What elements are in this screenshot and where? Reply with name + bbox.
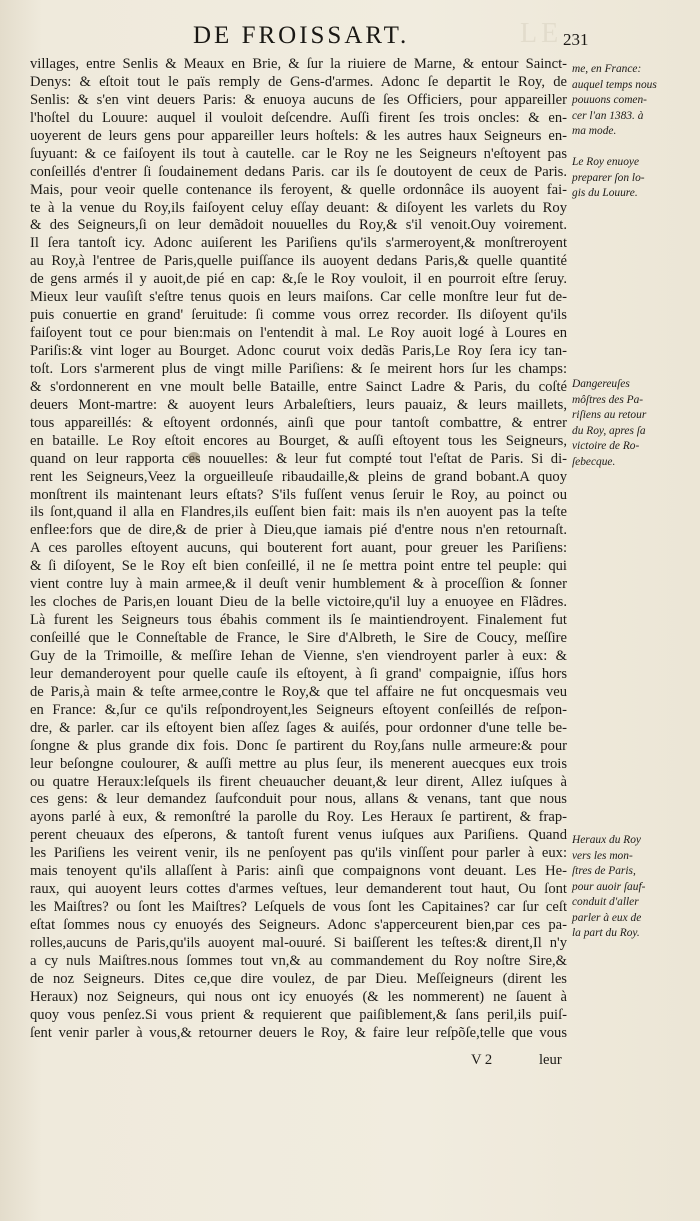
text-line: & s'ordonnerent en vne moult belle Bataille, entre Sainct Ladre & Paris, du coſté: [30, 378, 567, 395]
text-line: ſongne & plus grande dix fois. Donc ſe partirent du Roy,ſans nulle armeure:& pour: [30, 737, 567, 754]
marginal-note-line: gis du Louure.: [572, 187, 638, 199]
text-line: ayons parlé à eux, & remonſtré la parolle du Roy. Les Heraux ſe partirent, & frap-: [30, 809, 567, 826]
text-line: uoyerent de leurs gens pour appareiller leurs hoſtels: & les autres haux Seigneurs en-: [30, 127, 567, 144]
text-line: enflee:fors que de dire,& de prier à Dieu,que iamais pié d'entre nous n'en retournaſt.: [30, 522, 567, 539]
text-line: leur beſongne coulourer, & auſſi mettre au plus ſeur, ils menerent auecques eux trois: [30, 755, 567, 772]
text-line: puis conuertie en grand' ſeruitude: ſi comme vous orrez recorder. Ils diſoyent qu'ils: [30, 307, 567, 324]
marginal-note-line: ſtres de Paris,: [572, 865, 636, 877]
text-line: tous appareillés: & eſtoyent ordonnés, ainſi que pour tantoſt combattre, & entrer: [30, 414, 567, 431]
text-line: Mais, pour veoir quelle contenance ils feroyent, & quelle ordonnâce ils auoyent fai-: [30, 181, 567, 198]
marginal-note-line: victoire de Ro-: [572, 440, 640, 452]
marginal-note-line: preparer ſon lo-: [572, 171, 645, 184]
text-line: les cloches de Paris,en louant Dieu de la belle victoire,qu'il luy a enuoyee en Flãdres.: [30, 594, 567, 611]
text-line: te à la venue du Roy,ils faiſoyent celuy eſſay deuant: & diſoyent les varlets du Roy: [30, 199, 567, 216]
text-line: conſeillé que le Conneſtable de France, le Sire d'Albreth, le Sire de Coucy, meſſire: [30, 630, 567, 646]
text-line: villages, entre Senlis & Meaux en Brie, & ſur la riuiere de Marne, & entour Sainct-: [30, 56, 567, 72]
text-line: toſt. Lors s'armerent plus de vingt mille Pariſiens: & ſe meirent hors ſur les champs:: [30, 360, 567, 377]
marginal-note-line: la part du Roy.: [572, 927, 640, 939]
text-line: Guy de la Trimoille, & meſſire Iehan de Vienne, s'en viendroyent parler à eux: &: [30, 647, 567, 664]
text-line: & ſi diſoyent, Se le Roy eſt bien conſeillé, il ne ſe mettra point entre tel peuple: qui: [30, 558, 567, 575]
text-line: conſeillés d'entrer ſi ſoudainement dedans Paris. car ils ſe doutoyent de ceux de Paris.: [30, 163, 567, 180]
text-line: de noz Seigneurs. Dites ce,que dire voulez, de par Dieu. Meſſeigneurs (dirent les: [30, 970, 567, 987]
page-number: 231: [563, 30, 589, 49]
text-line: eſtat ſommes nous cy enuoyés des Seigneurs. Adonc s'apperceurent bien,par ces pa-: [30, 917, 567, 933]
marginal-note: [572, 377, 690, 470]
text-line: Pariſis:& vint loger au Bourget. Adonc courut voix dedãs Paris,Le Roy ſera icy tan-: [30, 343, 567, 359]
text-line: Heraux) noz Seigneurs, qui nous ont icy enuoyés (& les nommerent) ne ſauent à: [30, 988, 567, 1005]
text-line: vient contre luy à main armee,& il deuſt venir humblement & à proceſſion & ſonner: [30, 576, 567, 593]
text-line: l'hoſtel du Louure: auquel il vouloit deſcendre. Auſſi firent ſes trois oncles: & en-: [30, 109, 567, 126]
text-line: ſent venir parler à vous,& retourner deuers le Roy, & faire leur reſpõſe,telle que vous: [30, 1024, 567, 1041]
page-footer: [30, 1052, 567, 1070]
text-line: en France: &,ſur ce qu'ils reſpondroyent,les Seigneurs eſtoyent conſeillés de reſpon-: [30, 701, 567, 718]
text-line: Il ſera tantoſt icy. Adonc auiſerent les Pariſiens qu'ils s'armeroyent,& monſtreroyent: [30, 235, 567, 252]
marginal-note-line: me, en France:: [572, 63, 642, 75]
text-line: ces gens: & leur demandez ſaufconduit pour nous, allans & venans, tant que nous: [30, 791, 567, 808]
text-line: Denys: & eſtoit tout le païs remply de Gens-d'armes. Adonc ſe departit le Roy, de: [30, 73, 567, 90]
text-line: deuers Mont-martre: & auoyent leurs Arbaleſtiers, leurs pauaiz, & leurs maillets,: [30, 396, 567, 413]
text-line: monſtrent ils maintenant leurs eſtats? S'ils fuſſent venus ſeruir le Roy, au poinct ou: [30, 486, 567, 503]
catchword: leur: [539, 1052, 562, 1068]
text-line: & des Seigneurs,ſi on leur demãdoit nouuelles du Roy,& s'il venoit.Ouy voirement.: [30, 217, 567, 234]
text-line: Mieux leur vauſiſt s'eſtre tenus quois en leurs maiſons. Car celle monſtre leur fut de-: [30, 289, 567, 306]
text-line: leur demanderoyent pour quelle cauſe ils eſtoyent, à ſi grand' compaignie, iſſus hors: [30, 665, 567, 682]
text-line: ſuyuant: & ce faiſoyent ils tout à cautelle. car le Roy ne les Seigneurs n'eſtoyent pas: [30, 145, 567, 162]
bleed-through-text: LE: [520, 18, 563, 49]
running-head: DE FROISSART.: [193, 22, 410, 49]
marginal-note-line: Dangereuſes: [572, 378, 630, 390]
text-line: Là furent les Seigneurs tous ébahis comment ils ſe maintiendroyent. Finalement fut: [30, 612, 567, 629]
text-line: les Pariſiens les veirent venir, ils ne penſoyent pas qu'ils vinſſent pour parler à eux:: [30, 845, 567, 862]
marginal-note-line: ma mode.: [572, 125, 617, 137]
ink-stain: [188, 452, 200, 462]
marginal-note-line: môſtres des Pa-: [572, 393, 644, 406]
text-line: dre, & parler. car ils eſtoyent bien aſſez ſages & auiſés, pour ordonner d'une telle be-: [30, 719, 567, 736]
text-line: a cy nuls Maiſtres.nous ſommes tout vn,& au commandement du Roy noſtre Sire,&: [30, 952, 567, 969]
text-line: de gens armés il y auoit,de pié en cap: &,ſe le Roy vouloit, il en pourroit eſtre ſeruy.: [30, 271, 567, 288]
marginal-note-line: du Roy, apres ſa: [572, 424, 646, 437]
text-line: quand on leur rapporta ces nouuelles: & leur fut compté tout l'eſtat de Paris. Si di-: [30, 450, 567, 467]
text-line: les Maiſtres? ou ſont les Maiſtres? Leſquels de vous ſont les Capitaines? car ſur ceſt: [30, 899, 567, 916]
text-line: de Paris,à main & teſte armee,contre le Roy,& que tel affaire ne fut oncquesmais veu: [30, 683, 567, 700]
marginal-note-line: vers les mon-: [572, 849, 633, 862]
marginal-note-line: Le Roy enuoye: [572, 156, 640, 168]
text-line: perent cheuaux des eſperons, & tantoſt furent venus iuſques aux Pariſiens. Quand: [30, 827, 567, 844]
signature-mark: V 2: [471, 1052, 493, 1068]
marginal-note-line: ſebecque.: [572, 455, 616, 468]
text-line: rent les Seigneurs,Veez la orgueilleuſe ribaudaille,& pleins de grand bobant.A quoy: [30, 468, 567, 485]
text-line: faiſoyent tout ce pour bien:mais on l'entendit à mal. Le Roy auoit logé à Loures en: [30, 325, 567, 342]
marginal-note-line: cer l'an 1383. à: [572, 109, 644, 122]
marginal-note-line: pour auoir ſauf-: [572, 880, 646, 893]
text-line: au Roy,à l'entree de Paris,quelle puiſſance ils auoyent dedans Paris,& quelle quantité: [30, 253, 567, 270]
marginal-note-line: conduit d'aller: [572, 896, 639, 908]
text-line: rolles,aucuns de Paris,qu'ils auoyent mal-ouuré. Si baiſſerent les teſtes:& dirent,Il n'y: [30, 934, 567, 951]
marginal-note-line: parler à eux de: [572, 911, 642, 924]
text-line: ou quatre Heraux:leſquels ils firent cheuaucher deuant,& leur dirent, Allez iuſques à: [30, 773, 567, 790]
marginal-note-line: pouuons comen-: [572, 94, 647, 106]
marginal-note: [572, 833, 690, 942]
text-line: quoy vous penſez.Si vous prient & requierent que paiſiblement,& ſans peril,ils puiſ-: [30, 1006, 567, 1023]
marginal-note: [572, 155, 690, 202]
marginal-note-line: Heraux du Roy: [572, 834, 641, 846]
text-line: mais tenoyent qu'ils allaſſent à Paris: ainſi que compaignons vont deuant. Les He-: [30, 863, 567, 880]
main-text-column: [30, 56, 567, 1043]
marginal-note: [572, 62, 690, 140]
marginal-note-line: auquel temps nous: [572, 78, 657, 91]
text-line: A ces parolles eſtoyent aucuns, qui bouterent fort auant, pour greuer les Pariſiens:: [30, 540, 567, 557]
text-line: Senlis: & s'en vint deuers Paris: & enuoya aucuns de ſes Officiers, pour appareiller: [30, 91, 567, 108]
text-line: raux, qui auoyent leurs cottes d'armes veſtues, leur demanderent tout haut, Ou ſont: [30, 881, 567, 898]
text-line: en bataille. Le Roy eſtoit encores au Bourget, & auſſi eſtoyent tous les Seigneurs,: [30, 432, 567, 449]
text-line: ils ſont,quand il alla en Flandres,ils euſſent bien fait: mais ils n'en auoyent pas la teſte: [30, 504, 567, 521]
marginal-note-line: riſiens au retour: [572, 409, 647, 421]
